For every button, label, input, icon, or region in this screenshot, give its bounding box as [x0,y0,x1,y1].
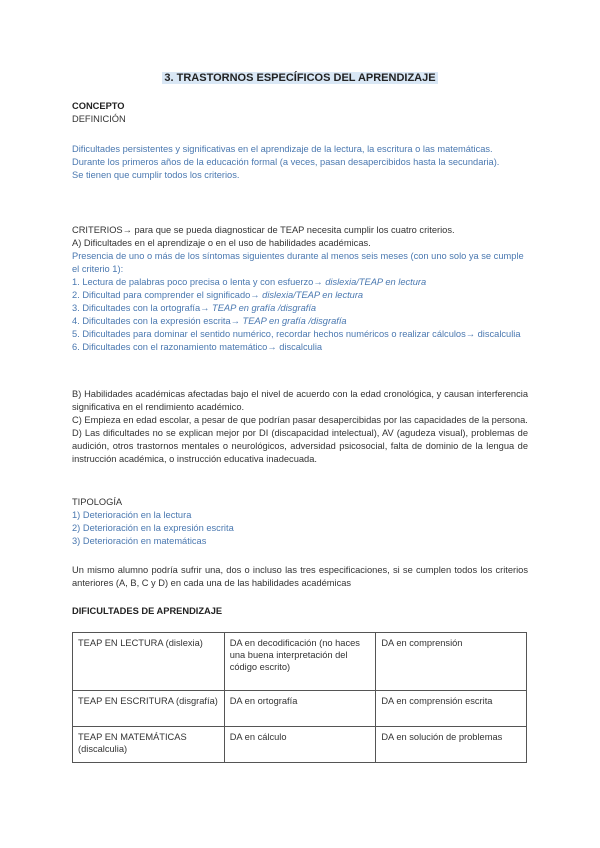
criterios-intro: CRITERIOS→ para que se pueda diagnosticar de TEAP necesita cumplir los cuatro criterios. [72,225,455,235]
criterio-a: A) Dificultades en el aprendizaje o en el uso de habilidades académicas. [72,238,371,248]
table-cell: DA en decodificación (no haces una buena interpretación del código escrito) [224,633,376,691]
symptom-item: 4. Dificultades con la expresión escrita→ TEAP en grafía /disgrafía [72,316,347,326]
symptom-item: 3. Dificultades con la ortografía→ TEAP en grafía /disgrafía [72,303,317,313]
tipologia-item: 2) Deterioración en la expresión escrita [72,523,234,533]
table-cell: DA en comprensión escrita [376,691,527,727]
table-cell: DA en ortografía [224,691,376,727]
table-cell: DA en comprensión [376,633,527,691]
tipologia-note: Un mismo alumno podría sufrir una, dos o incluso las tres especificaciones, si se cumplen todos los criterios anteriores (A, B, C y D) en cada una de las habilidades académicas [72,565,528,588]
criterio-d: D) Las dificultades no se explican mejor por DI (discapacidad intelectual), AV (agudeza visual), problemas de audición, otros trastornos mentales o neurológicos, adversidad psicosocial, falta de dominio de la lengua de instrucción académica, o instrucción educativa inadecuada. [72,428,528,464]
criterios-section [72,224,528,354]
tipologia-item: 1) Deterioración en la lectura [72,510,192,520]
dificultades-table [72,632,527,763]
symptom-item: 2. Dificultad para comprender el significado→ dislexia/TEAP en lectura [72,290,364,300]
title-text: 3. TRASTORNOS ESPECÍFICOS DEL APRENDIZAJE [164,72,436,84]
definicion-subheading: DEFINICIÓN [72,114,126,124]
table-cell: DA en solución de problemas [376,727,527,763]
concepto-section [72,100,528,126]
table-cell: TEAP EN MATEMÁTICAS (discalculia) [73,727,225,763]
symptom-item: 6. Dificultades con el razonamiento matemático→ discalculia [72,342,323,352]
tipologia-section [72,496,528,548]
table-cell: TEAP EN LECTURA (dislexia) [73,633,225,691]
symptom-item: 1. Lectura de palabras poco precisa o lenta y con esfuerzo→ dislexia/TEAP en lectura [72,277,427,287]
table-row [73,633,527,691]
page-title [0,72,600,85]
tipologia-heading: TIPOLOGÍA [72,497,123,507]
symptom-item: 5. Dificultades para dominar el sentido numérico, recordar hechos numéricos o realizar cálculos→ discalculia [72,329,521,339]
criterios-bcd [72,388,528,466]
table-cell: DA en cálculo [224,727,376,763]
definition-line: Dificultades persistentes y significativas en el aprendizaje de la lectura, la escritura o las matemáticas. [72,144,493,154]
presencia-text: Presencia de uno o más de los síntomas siguientes durante al menos seis meses (con uno solo ya se cumple el criterio 1): [72,251,524,274]
table-row [73,727,527,763]
criterio-c: C) Empieza en edad escolar, a pesar de que podrían pasar desapercibidas por las capacidades de la persona. [72,415,528,425]
definition-line: Durante los primeros años de la educación formal (a veces, pasan desapercibidos hasta la secundaria). [72,157,500,167]
symptom-list [72,276,528,354]
dificultades-heading: DIFICULTADES DE APRENDIZAJE [72,606,223,616]
table-row [73,691,527,727]
concepto-heading: CONCEPTO [72,101,125,111]
definition-line: Se tienen que cumplir todos los criterios. [72,170,240,180]
table-cell: TEAP EN ESCRITURA (disgrafía) [73,691,225,727]
tipologia-item: 3) Deterioración en matemáticas [72,536,207,546]
criterio-b: B) Habilidades académicas afectadas bajo el nivel de acuerdo con la edad cronológica, y causan interferencia significativa en el rendimiento académico. [72,389,528,412]
definition-text [72,143,528,182]
